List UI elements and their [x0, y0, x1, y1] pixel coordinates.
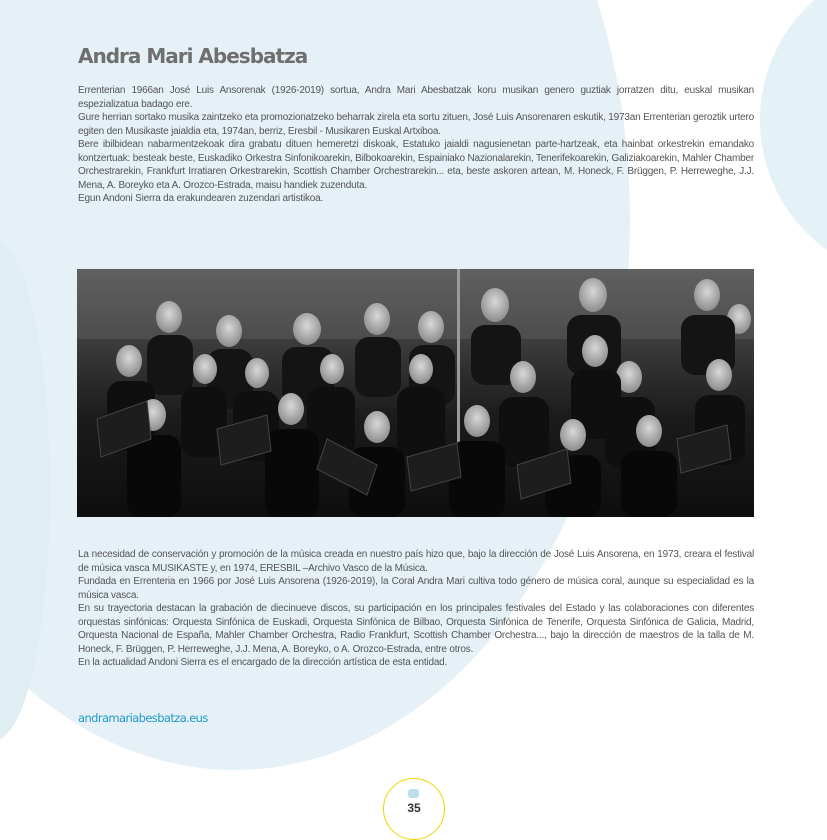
paragraph: Gure herrian sortako musika zaintzeko eta promozionatzeko beharrak zirela eta sortu zituen, José Luis Ansorenaren eskutik, 1973an Errenterian geroztik urtero egiten den Musikaste jaialdia eta, 1974an, berriz, Eresbil - Musikaren Euskal Artxiboa.: [78, 112, 754, 137]
page-number-badge: [383, 778, 445, 840]
paragraph: Errenterian 1966an José Luis Ansorenak (1926-2019) sortua, Andra Mari Abesbatzak koru musikan genero guztiak jorratzen ditu, euskal musikan espezializatua badago ere.: [78, 85, 754, 110]
paragraph: En su trayectoria destacan la grabación de diecinueve discos, su participación en los principales festivales del Estado y las colaboraciones con diferentes orquestas sinfónicas: Orquesta Sinfónica de Euskadi, Orquesta Sinfónica de Bilbao, Orquesta Sinfónica de Tenerife, Orquesta Sinfónica de Galicia, Madrid, Orquesta Nacional de España, Mahler Chamber Orchestra, Radio Frankfurt, Scottish Chamber Orchestra..., bajo la dirección de maestros de la talla de M. Honeck, F. Brüggen, P. Herreweghe, J.J. Mena, A. Boreyko, o A. Orozco-Estrada, entre otros.: [78, 603, 754, 655]
basque-text-block: [78, 84, 754, 206]
page-marker-icon: [408, 789, 419, 798]
choir-photo-illustration: [77, 269, 754, 517]
paragraph: La necesidad de conservación y promoción de la música creada en nuestro país hizo que, bajo la dirección de José Luis Ansorena, en 1973, creara el festival de música vasca MUSIKASTE y, en 1974, ERESBIL –Archivo Vasco de la Música.: [78, 549, 754, 574]
paragraph: Fundada en Errenteria en 1966 por José Luis Ansorena (1926-2019), la Coral Andra Mari cultiva todo género de música coral, aunque su especialidad es la música vasca.: [78, 576, 754, 601]
page-title: Andra Mari Abesbatza: [78, 44, 308, 68]
paragraph: Egun Andoni Sierra da erakundearen zuzendari artistikoa.: [78, 193, 324, 204]
choir-photo: [77, 269, 754, 517]
page-number: 35: [407, 801, 421, 815]
website-link[interactable]: andramariabesbatza.eus: [78, 711, 208, 725]
spanish-text-block: [78, 548, 754, 670]
paragraph: En la actualidad Andoni Sierra es el encargado de la dirección artística de esta entidad.: [78, 657, 448, 668]
paragraph: Bere ibilbidean nabarmentzekoak dira grabatu dituen hemeretzi diskoak, Estatuko jaialdi nagusienetan parte-hartzeak, eta hainbat orkestrekin emandako kontzertuak: besteak beste, Euskadiko Orkestra Sinfonikoarekin, Bilbokoarekin, Espainiako Nazionalarekin, Tenerifekoarekin, Galiziakoarekin, Mahler Chamber Orchestrarekin, Frankfurt Irratiaren Orkestrarekin, Scottish Chamber Orchestrarekin... eta, beste askoren artean, M. Honeck, F. Brüggen, P. Herreweghe, J.J. Mena, A. Boreyko eta A. Orozco-Estrada, maisu handiek zuzenduta.: [78, 139, 754, 191]
